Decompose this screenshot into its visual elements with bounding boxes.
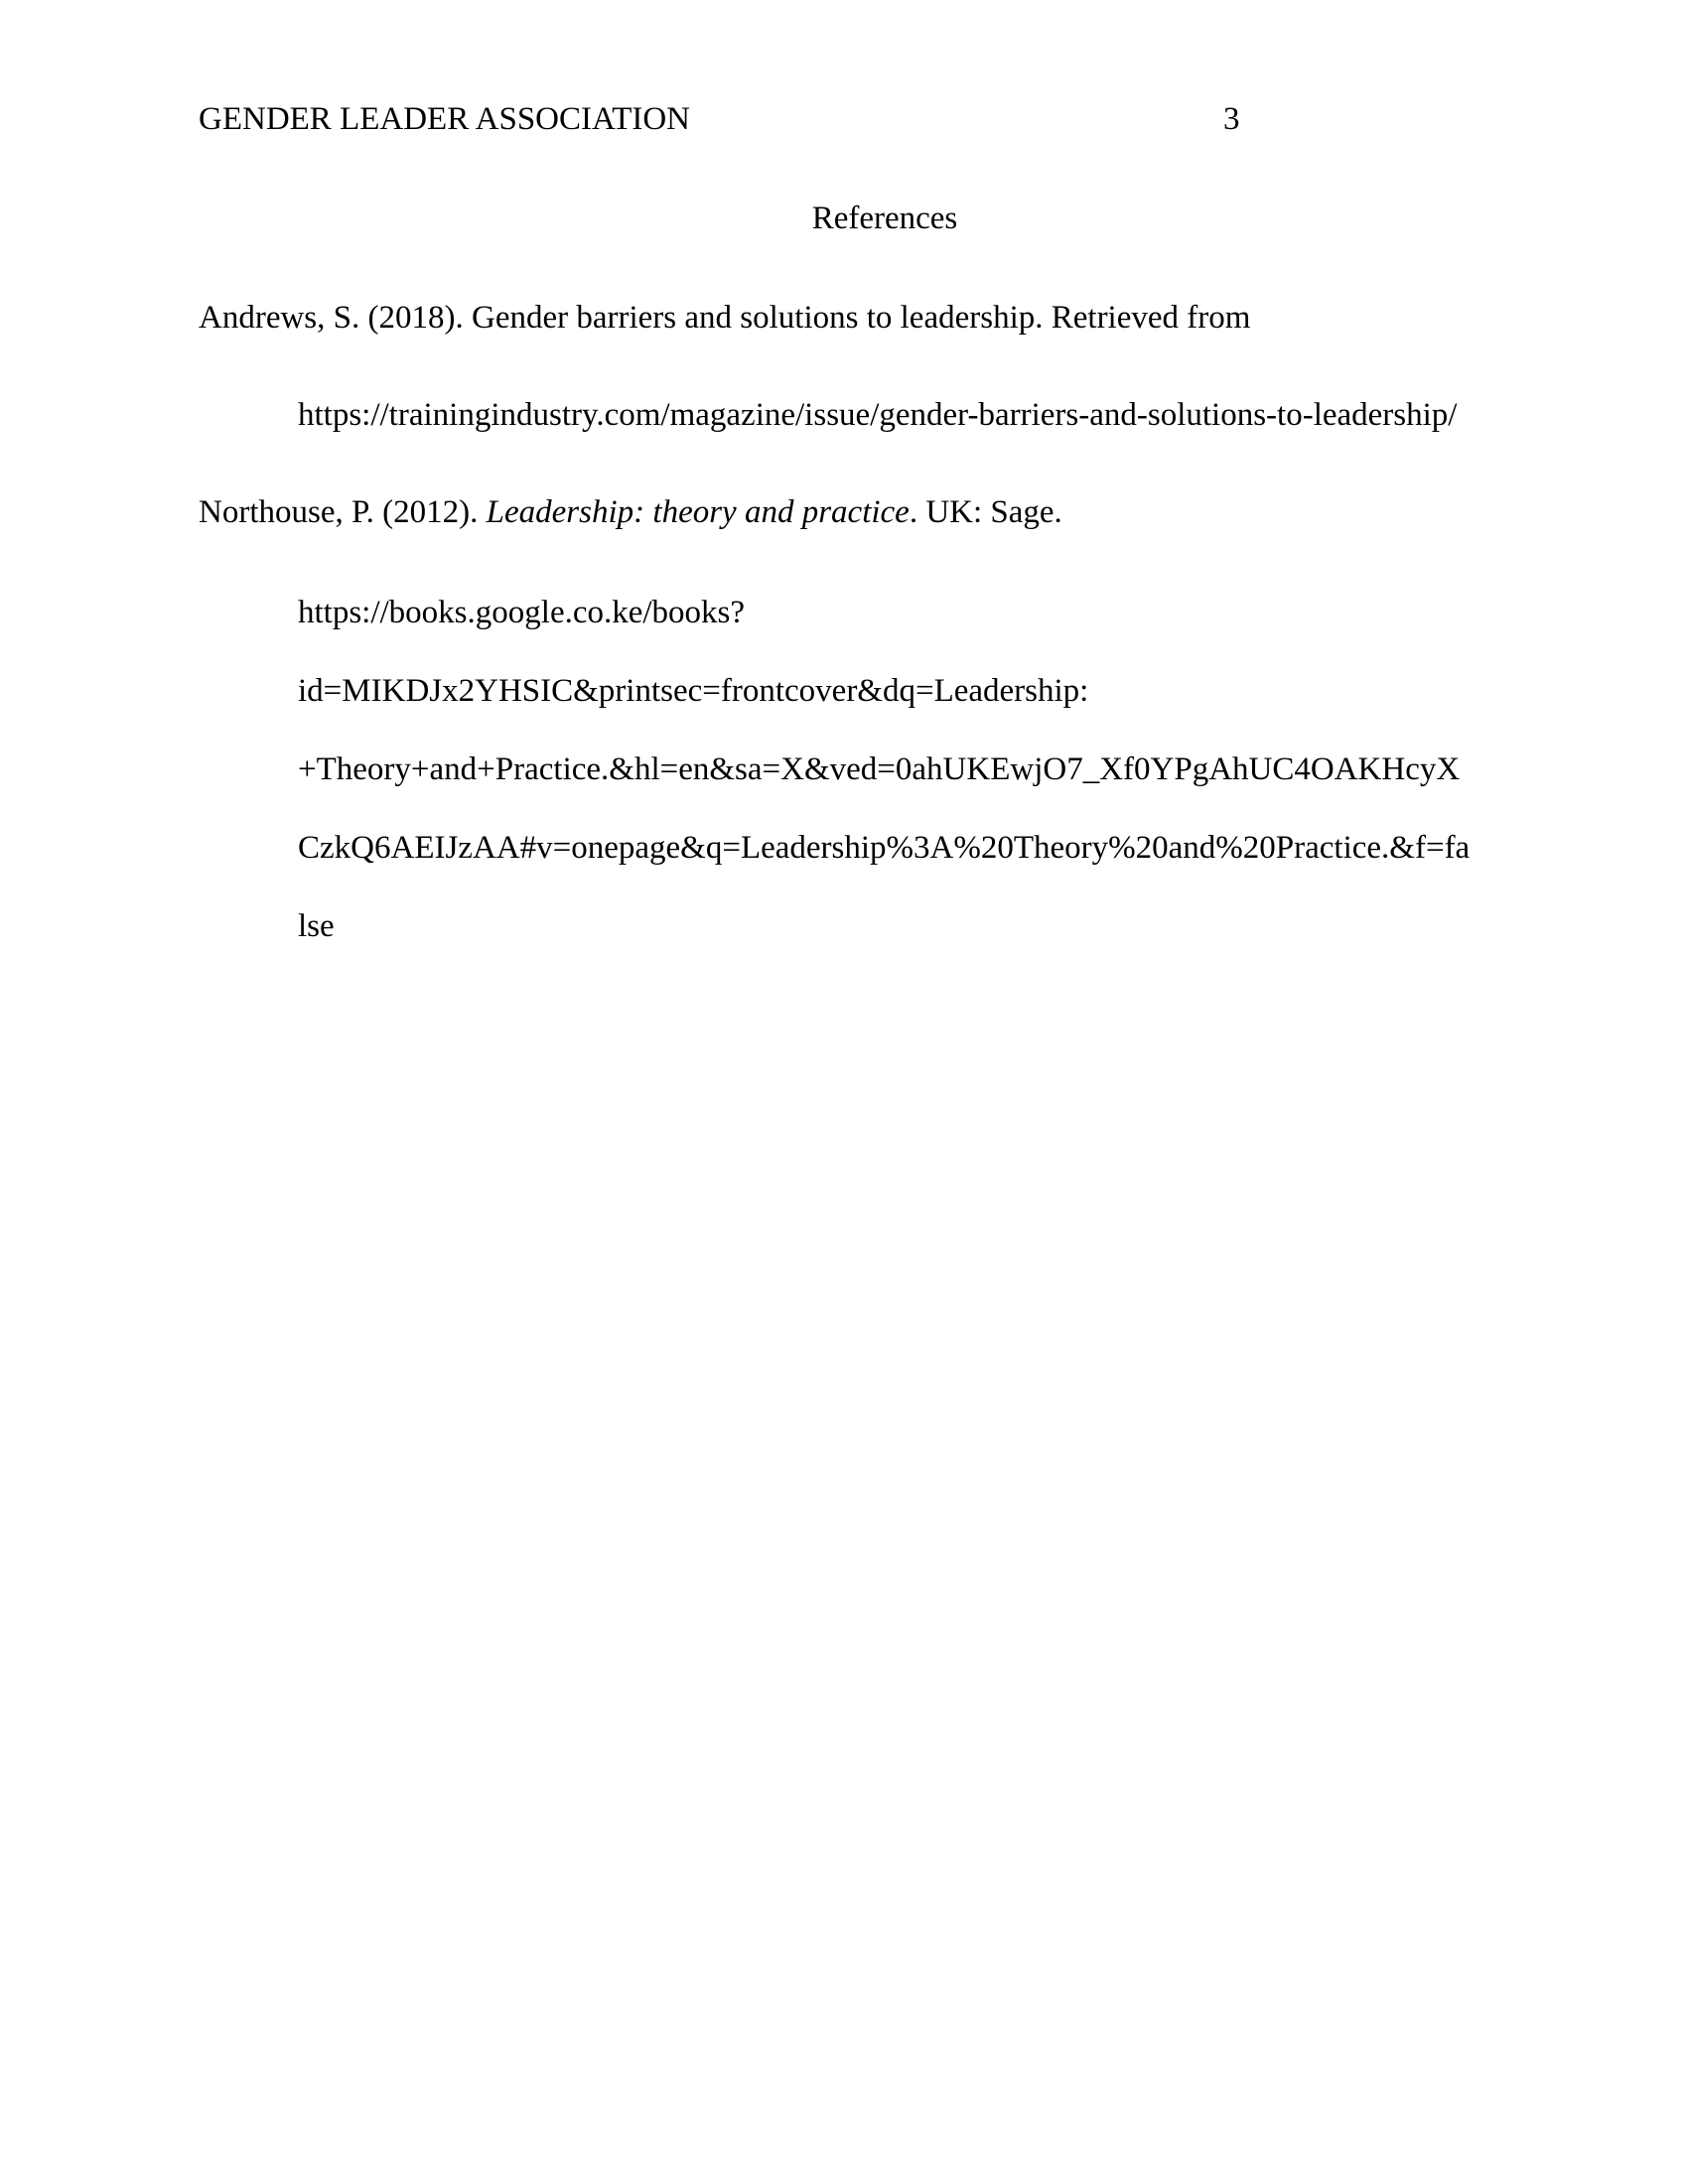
page-number: 3	[1223, 101, 1240, 137]
reference-entry-andrews	[199, 298, 1250, 338]
reference-entry-northouse	[199, 492, 1062, 532]
reference-title: Gender barriers and solutions to leadership. Retrieved from	[471, 300, 1251, 336]
references-heading: References	[811, 201, 958, 236]
reference-url-northouse-line-2[interactable]: id=MIKDJx2YHSIC&printsec=frontcover&dq=Leadership:	[298, 673, 1089, 709]
reference-title-italic: Leadership: theory and practice	[486, 494, 910, 530]
reference-publisher: . UK: Sage.	[909, 494, 1062, 530]
reference-url-andrews[interactable]: https://trainingindustry.com/magazine/issue/gender-barriers-and-solutions-to-leadership/	[298, 397, 1458, 433]
reference-author-date: Northouse, P. (2012).	[199, 494, 487, 530]
reference-url-northouse-line-3[interactable]: +Theory+and+Practice.&hl=en&sa=X&ved=0ahUKEwjO7_Xf0YPgAhUC4OAKHcyX	[298, 751, 1461, 787]
running-head: GENDER LEADER ASSOCIATION	[199, 101, 690, 137]
reference-url-northouse-line-4[interactable]: CzkQ6AEIJzAA#v=onepage&q=Leadership%3A%20Theory%20and%20Practice.&f=fa	[298, 830, 1471, 866]
reference-url-northouse-line-1[interactable]: https://books.google.co.ke/books?	[298, 595, 746, 630]
reference-author-date: Andrews, S. (2018).	[199, 300, 472, 336]
reference-url-northouse-line-5[interactable]: lse	[298, 908, 335, 944]
